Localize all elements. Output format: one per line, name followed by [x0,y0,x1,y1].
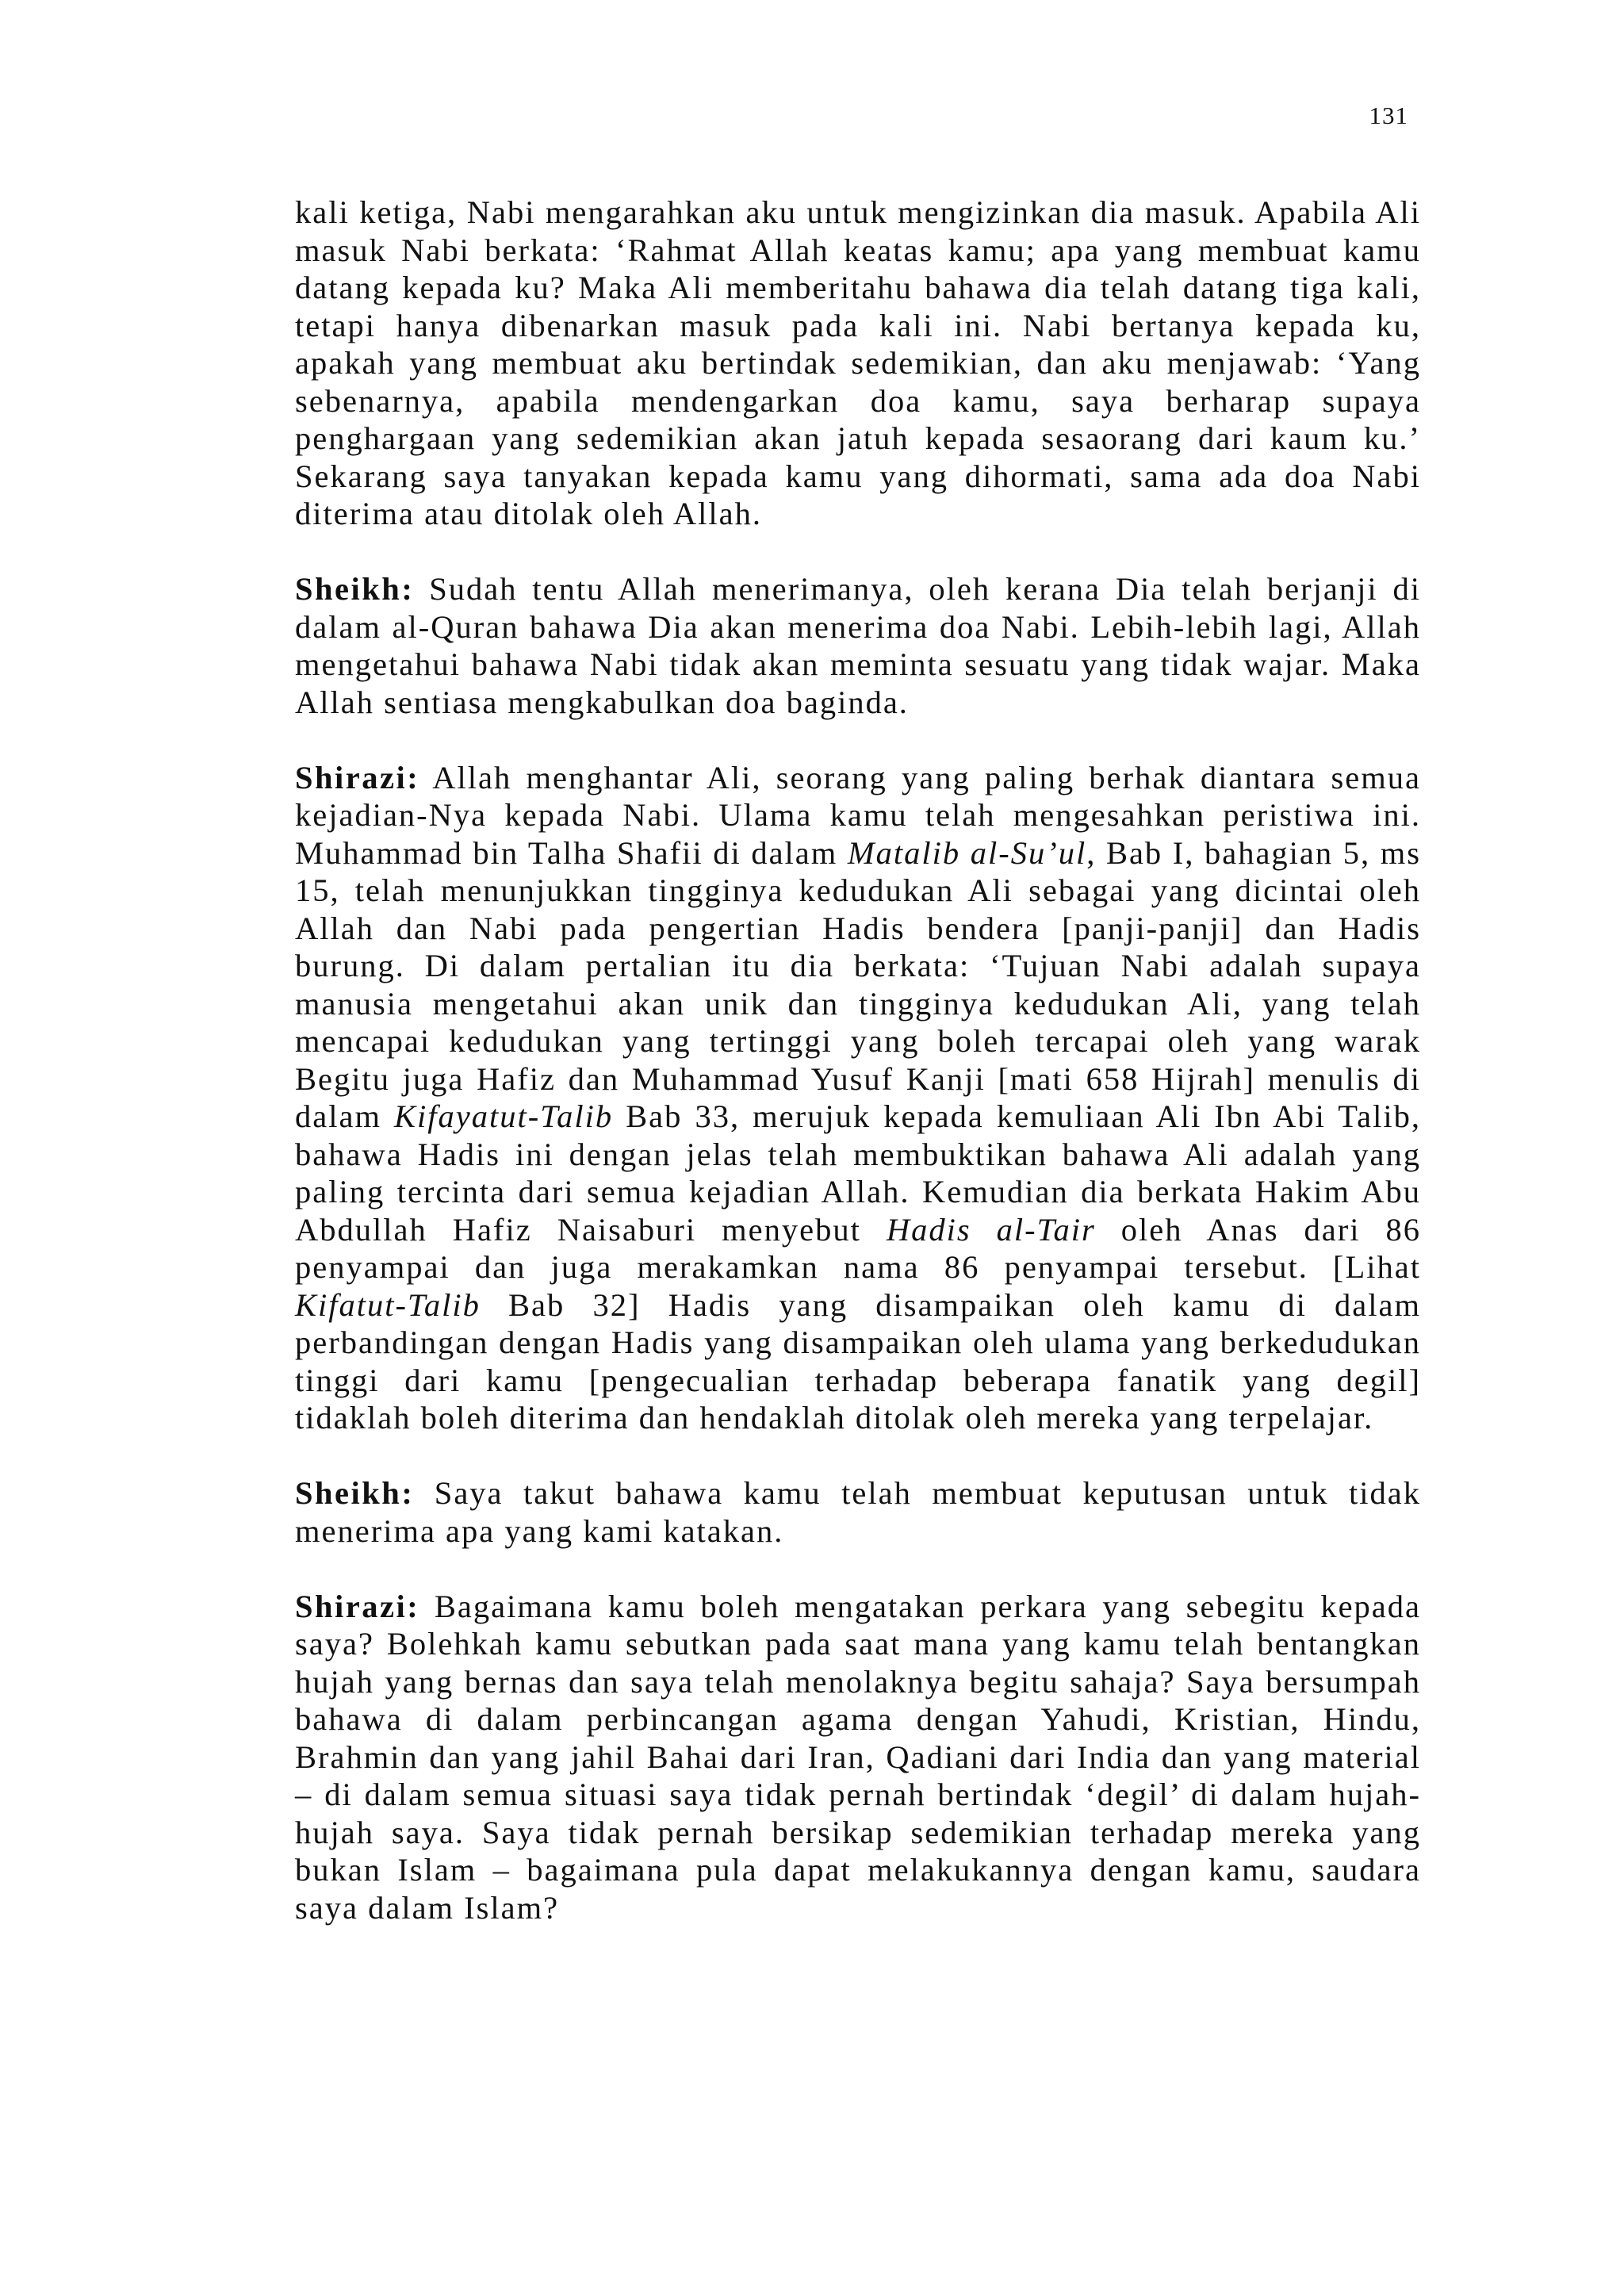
book-title: Hadis al-Tair [886,1211,1096,1248]
paragraph-text: Bagaimana kamu boleh mengatakan perkara yang sebegitu kepada saya? Bolehkah kamu sebutkan pada saat mana yang kamu telah bentangkan hujah yang bernas dan saya telah menolaknya begitu sahaja? Saya bersumpah bahawa di dalam perbincangan agama dengan Yahudi, Kristian, Hindu, Brahmin dan yang jahil Bahai dari Iran, Qadiani dari India dan yang material – di dalam semua situasi saya tidak pernah bertindak ‘degil’ di dalam hujah-hujah saya. Saya tidak pernah bersikap sedemikian terhadap mereka yang bukan Islam – bagaimana pula dapat melakukannya dengan kamu, saudara saya dalam Islam? [295,1588,1421,1926]
paragraph [295,1474,1421,1550]
paragraph-text: Sudah tentu Allah menerimanya, oleh kerana Dia telah berjanji di dalam al-Quran bahawa Dia akan menerima doa Nabi. Lebih-lebih lagi, Allah mengetahui bahawa Nabi tidak akan meminta sesuatu yang tidak wajar. Maka Allah sentiasa mengkabulkan doa baginda. [295,571,1421,720]
paragraph [295,1588,1421,1927]
book-title: Matalib al-Su’ul [847,834,1087,871]
page-number: 131 [1369,102,1408,129]
book-title: Kifayatut-Talib [394,1098,614,1134]
paragraph [295,759,1421,1437]
speaker-label: Sheikh: [295,571,415,607]
paragraph-text: oleh Anas dari 86 penyampai dan juga merakamkan nama 86 penyampai tersebut. [Lihat [295,1211,1421,1285]
page-body [295,194,1421,1926]
paragraph-text: , Bab I, bahagian 5, ms 15, telah menunjukkan tingginya kedudukan Ali sebagai yang dicintai oleh Allah dan Nabi pada pengertian Hadis bendera [panji-panji] dan Hadis burung. Di dalam pertalian itu dia berkata: ‘Tujuan Nabi adalah supaya manusia mengetahui akan unik dan tingginya kedudukan Ali, yang telah mencapai kedudukan yang tertinggi yang boleh tercapai oleh yang warak Begitu juga Hafiz dan Muhammad Yusuf Kanji [mati 658 Hijrah] menulis di dalam [295,834,1421,1134]
speaker-label: Shirazi: [295,759,420,795]
speaker-label: Sheikh: [295,1475,415,1511]
speaker-label: Shirazi: [295,1588,420,1624]
paragraph-text: Bab 33, merujuk kepada kemuliaan Ali Ibn Abi Talib, bahawa Hadis ini dengan jelas telah membuktikan bahawa Ali adalah yang paling tercinta dari semua kejadian Allah. Kemudian dia berkata Hakim Abu Abdullah Hafiz Naisaburi menyebut [295,1098,1421,1248]
paragraph [295,194,1421,533]
paragraph-text: kali ketiga, Nabi mengarahkan aku untuk mengizinkan dia masuk. Apabila Ali masuk Nabi berkata: ‘Rahmat Allah keatas kamu; apa yang membuat kamu datang kepada ku? Maka Ali memberitahu bahawa dia telah datang tiga kali, tetapi hanya dibenarkan masuk pada kali ini. Nabi bertanya kepada ku, apakah yang membuat aku bertindak sedemikian, dan aku menjawab: ‘Yang sebenarnya, apabila mendengarkan doa kamu, saya berharap supaya penghargaan yang sedemikian akan jatuh kepada sesaorang dari kaum ku.’ Sekarang saya tanyakan kepada kamu yang dihormati, sama ada doa Nabi diterima atau ditolak oleh Allah. [295,194,1421,531]
paragraph [295,570,1421,721]
paragraph-text: Allah menghantar Ali, seorang yang paling berhak diantara semua kejadian-Nya kepada Nabi. Ulama kamu telah mengesahkan peristiwa ini. Muhammad bin Talha Shafii di dalam [295,759,1421,871]
paragraph-text: Bab 32] Hadis yang disampaikan oleh kamu di dalam perbandingan dengan Hadis yang disampaikan oleh ulama yang berkedudukan tinggi dari kamu [pengecualian terhadap beberapa fanatik yang degil] tidaklah boleh diterima dan hendaklah ditolak oleh mereka yang terpelajar. [295,1286,1421,1435]
paragraph-text: Saya takut bahawa kamu telah membuat keputusan untuk tidak menerima apa yang kami katakan. [295,1475,1421,1549]
book-title: Kifatut-Talib [295,1286,481,1323]
